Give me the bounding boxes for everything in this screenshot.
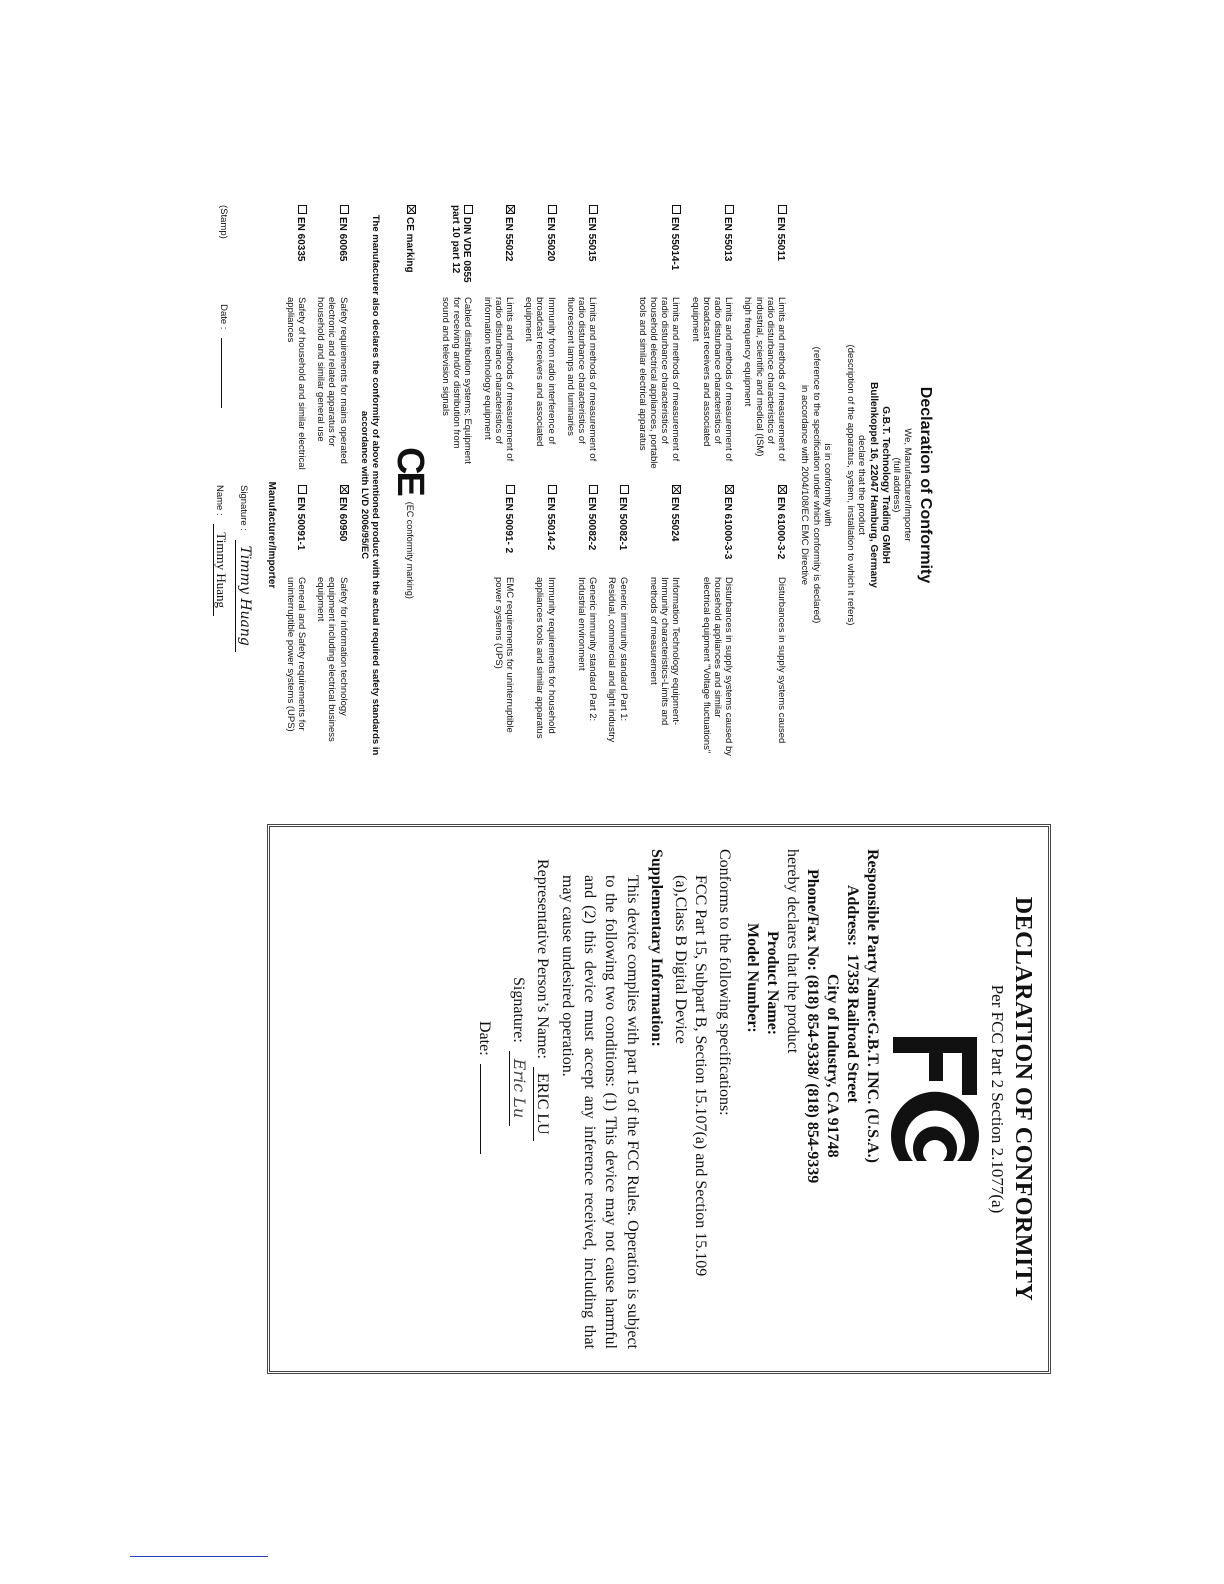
safety-right-cell (285, 485, 307, 765)
standard-description: Disturbances in supply systems caused by household appliances and similar electrical equipment "Voltage fluctuations" (700, 577, 735, 756)
fcc-responsible-party: Responsible Party Name:G.B.T. INC. (U.S.A.) (864, 849, 881, 1163)
standard-code: EN 55014-1 (637, 205, 682, 297)
standards-row (742, 205, 787, 765)
fcc-declares: hereby declares that the product (784, 849, 801, 1054)
fcc-address-line2: City of Industry, CA 91748 (824, 974, 841, 1158)
standard-description: Limits and methods of measurement of radio disturbance characteristics of industrial, scientific and medical (ISM) high frequency equipment (742, 297, 788, 462)
checkbox-checked-icon (778, 485, 787, 494)
standards-row (440, 205, 474, 765)
checkbox-unchecked-icon (778, 205, 787, 214)
ce-safety-list (285, 205, 349, 765)
ce-manufacturer-importer: Manufacturer/Importer (265, 481, 277, 589)
standard-code: EN 50091-1 (285, 485, 307, 577)
ce-full-address: (full address) (890, 457, 902, 513)
standard-code: EN 55013 (689, 205, 734, 297)
checkbox-unchecked-icon (548, 485, 557, 494)
fcc-phone: Phone/Fax No: (818) 854-9338/ (818) 854-9339 (804, 869, 821, 1184)
fcc-signature: Signature: Eric Lu (509, 849, 529, 1349)
ce-address: Bullenkoppel 16, 22047 Hamburg, Germany (867, 382, 879, 588)
safety-right-cell (315, 485, 349, 765)
checkbox-checked-icon (725, 485, 734, 494)
standards-row (689, 205, 734, 765)
standard-description: General and Safety requirements for uninterruptible power systems (UPS) (284, 577, 307, 732)
standards-left-cell (606, 205, 628, 485)
ce-stamp-area (235, 205, 253, 485)
standards-left-cell (440, 205, 474, 485)
standard-description (606, 297, 628, 485)
safety-row (285, 205, 307, 765)
standards-row (637, 205, 682, 765)
standards-left-cell (565, 205, 599, 485)
ce-stamp-label: (Stamp) (218, 205, 230, 239)
standard-description: Limits and methods of measurement of radio disturbance characteristics of fluorescent lamps and luminaries (564, 297, 599, 462)
fcc-subtitle: Per FCC Part 2 Section 2.1077(a) (988, 984, 1007, 1214)
fcc-conforms: Conforms to the following specifications: (716, 849, 733, 1116)
fcc-supplementary-label: Supplementary Information: (648, 849, 665, 1047)
ce-mark-logo: CE (388, 447, 431, 494)
standards-left-cell (637, 205, 682, 485)
standard-code: EN 55022 (481, 205, 515, 297)
ce-signature-block (235, 205, 253, 765)
checkbox-checked-icon (672, 485, 681, 494)
standard-code: EN 55020 (523, 205, 557, 297)
standards-row (523, 205, 557, 765)
checkbox-unchecked-icon (506, 485, 515, 494)
ce-signature-field: Signature : Timmy Huang (235, 485, 253, 765)
ce-declare: declare that the product (856, 435, 868, 535)
standards-left-cell (689, 205, 734, 485)
ce-name-field: Name : Timmy Huang (213, 485, 229, 765)
standard-code: EN 60950 (315, 485, 349, 577)
standard-description: Safety of household and similar electrical appliances (284, 297, 307, 470)
checkbox-unchecked-icon (340, 205, 349, 214)
ce-directive: in accordance with 2004/108/EC EMC Directive (799, 384, 811, 586)
standard-description (440, 577, 474, 765)
checkbox-checked-icon (340, 485, 349, 494)
ce-is-in-conformity: is in conformity with (821, 443, 833, 527)
standard-description: Immunity from radio interference of broadcast receivers and associated equipment (523, 297, 557, 447)
fcc-rep-name: Representative Person’s Name: ERIC LU (533, 849, 551, 1349)
checkbox-unchecked-icon (548, 205, 557, 214)
standards-right-cell (637, 485, 682, 765)
standard-code: EN 60335 (285, 205, 307, 297)
fcc-title: DECLARATION OF CONFORMITY (1010, 896, 1036, 1302)
standards-right-cell (689, 485, 734, 765)
standards-row (606, 205, 628, 765)
checkbox-checked-icon (506, 205, 515, 214)
fcc-address: Address: 17358 Railroad Street (844, 885, 861, 1103)
standard-code: EN 55015 (565, 205, 599, 297)
ce-mark-note: (EC conformity marking) (404, 501, 415, 599)
fcc-spec-line1: FCC Part 15, Subpart B, Section 15.107(a) and Section 15.109 (692, 875, 709, 1277)
standard-code: EN 50082-2 (565, 485, 599, 577)
standard-code: EN 61000-3-3 (689, 485, 734, 577)
ce-marking-label: CE marking (403, 205, 416, 297)
safety-left-cell (315, 205, 349, 485)
standard-description: Limits and methods of measurement of radio disturbance characteristics of household electrical appliances, portable tools and similar electrical apparatus (636, 297, 682, 469)
ce-stamp-date (213, 205, 229, 485)
fcc-declaration-document (267, 824, 1051, 1374)
standard-description: Generic immunity standard Part 1: Residual, commercial and light industry (606, 577, 629, 743)
standard-description: Limits and methods of measurement of radio disturbance characteristics of broadcast receivers and associated equipment (689, 297, 735, 462)
standards-right-cell (742, 485, 787, 765)
standard-description: Immunity requirements for household appliances tools and similar apparatus (534, 577, 557, 739)
standard-code: EN 61000-3-2 (742, 485, 787, 577)
standard-code (440, 485, 474, 577)
checkbox-unchecked-icon (464, 205, 473, 214)
ce-we: We, Manufacturer/Importer (902, 428, 914, 542)
ce-company: G.B.T. Technology Trading GMbH (879, 406, 891, 564)
standards-left-cell (523, 205, 557, 485)
bottom-link-underline (130, 1556, 268, 1557)
checkbox-checked-icon (407, 205, 416, 214)
fcc-logo-icon (887, 849, 983, 1349)
standards-right-cell (565, 485, 599, 765)
standard-description: Information Technology equipment-Immunity characteristics-Limits and methods of measurement (648, 577, 682, 726)
checkbox-unchecked-icon (672, 205, 681, 214)
fcc-model-number-label: Model Number: (744, 923, 761, 1033)
ce-description: (description of the apparatus, system, installation to which it refers) (844, 344, 856, 626)
ce-name-value: Timmy Huang (213, 524, 229, 616)
ce-declaration-document (194, 205, 934, 765)
fcc-signature-image: Eric Lu (509, 1051, 529, 1126)
standard-code (606, 205, 628, 297)
standard-code: EN 50082-1 (606, 485, 628, 577)
standards-row (565, 205, 599, 765)
fcc-date: Date: (475, 849, 493, 1349)
ce-signature-image: Timmy Huang (235, 540, 253, 652)
standard-description: Safety for information technology equipment including electrical business equipment (315, 577, 349, 742)
checkbox-unchecked-icon (298, 205, 307, 214)
ce-title: Declaration of Conformity (917, 386, 934, 584)
standards-left-cell (481, 205, 515, 485)
standards-left-cell (742, 205, 787, 485)
checkbox-unchecked-icon (589, 485, 598, 494)
fcc-spec-line2: (a),Class B Digital Device (672, 875, 689, 1044)
standard-description: Cabled distribution systems; Equipment for receiving and/or distribution from sound and television signals (440, 297, 474, 464)
safety-row (315, 205, 349, 765)
standards-right-cell (606, 485, 628, 765)
standards-right-cell (523, 485, 557, 765)
standard-description: EMC requirements for uninterruptible power systems (UPS) (492, 577, 516, 733)
checkbox-unchecked-icon (620, 485, 629, 494)
standard-description: Disturbances in supply systems caused (776, 577, 788, 744)
standard-code: EN 55011 (742, 205, 787, 297)
standards-right-cell (481, 485, 515, 765)
fcc-rep-name-value: ERIC LU (533, 1067, 551, 1141)
standard-description: Safety requirements for mains operated electronic and related apparatus for household and similar general use (315, 297, 349, 464)
checkbox-unchecked-icon (589, 205, 598, 214)
standard-code: EN 60065 (315, 205, 349, 297)
ce-reference: (reference to the specification under which conformity is declared) (810, 346, 822, 624)
standard-code: EN 55024 (637, 485, 682, 577)
fcc-date-field (480, 1064, 481, 1154)
ce-date-field (221, 338, 222, 408)
standard-code: DIN VDE 0855 part 10 part 12 (449, 205, 473, 283)
ce-date-label: Date : (218, 304, 230, 330)
standard-description: Generic immunity standard Part 2: Industrial environment (576, 577, 599, 722)
ce-marking-row (387, 205, 432, 765)
standards-right-cell (440, 485, 474, 765)
checkbox-unchecked-icon (725, 205, 734, 214)
fcc-supplementary-text: This device complies with part 15 of the FCC Rules. Operation is subject to the following two conditions: (1) This device may not cause harmful and (2) this device must accept any inference received, including that may cause undesired operation. (559, 875, 641, 1349)
ce-date-name-row (213, 205, 229, 765)
standard-code: EN 55014-2 (523, 485, 557, 577)
standard-description: Limits and methods of measurement of radio disturbance characteristics of information technology equipment (481, 297, 516, 462)
checkbox-unchecked-icon (298, 485, 307, 494)
safety-left-cell (285, 205, 307, 485)
standard-code: EN 50091- 2 (481, 485, 515, 577)
standards-row (481, 205, 515, 765)
fcc-product-name-label: Product Name: (764, 931, 781, 1036)
ce-safety-declaration: The manufacturer also declares the conformity of above mentioned product with the actual required safety standards in accordance with LVD 2006/95/EC (358, 214, 381, 756)
ce-standards-list (440, 205, 787, 765)
